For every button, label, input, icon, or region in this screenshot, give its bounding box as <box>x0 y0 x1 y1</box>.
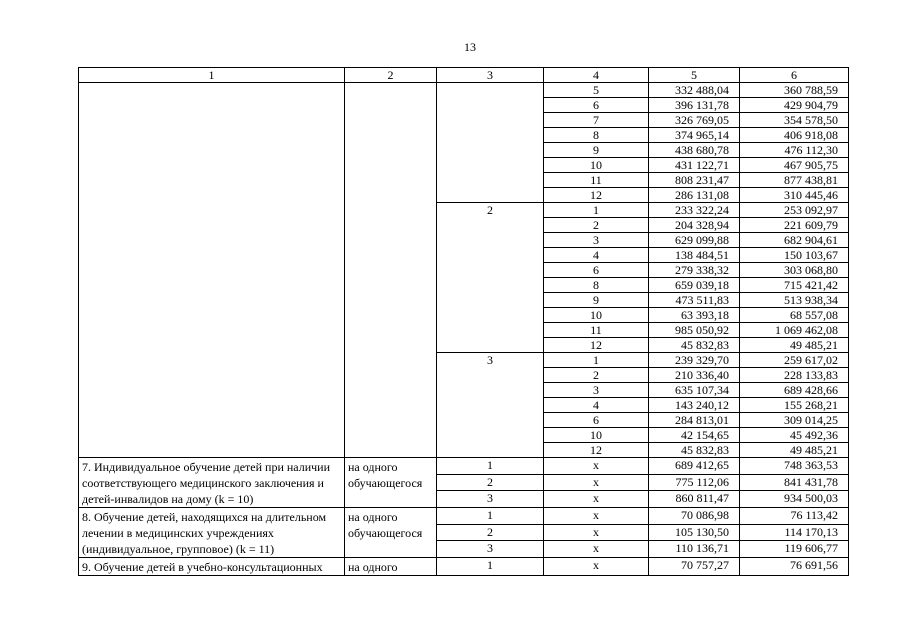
table-row <box>79 508 849 525</box>
value-cell: 155 268,21 <box>740 398 849 413</box>
value-cell: 303 068,80 <box>740 263 849 278</box>
service-name-cell: 8. Обучение детей, находящихся на длительном лечении в медицинских учреждениях (индивидуальное, групповое) (k = 11) <box>79 508 345 558</box>
category-cell: x <box>544 458 649 475</box>
level-cell: 2 <box>437 524 544 541</box>
value-cell: 76 113,42 <box>740 508 849 525</box>
category-cell: x <box>544 508 649 525</box>
unit-cell <box>345 83 437 458</box>
value-cell: 775 112,06 <box>649 474 740 491</box>
level-cell: 1 <box>437 508 544 525</box>
category-cell: 11 <box>544 323 649 338</box>
category-cell: 6 <box>544 263 649 278</box>
category-cell: 2 <box>544 218 649 233</box>
value-cell: 68 557,08 <box>740 308 849 323</box>
value-cell: 286 131,08 <box>649 188 740 203</box>
category-cell: 6 <box>544 413 649 428</box>
value-cell: 138 484,51 <box>649 248 740 263</box>
value-cell: 239 329,70 <box>649 353 740 368</box>
table-row <box>79 558 849 576</box>
column-header: 5 <box>649 68 740 83</box>
value-cell: 45 832,83 <box>649 443 740 458</box>
value-cell: 467 905,75 <box>740 158 849 173</box>
value-cell: 70 086,98 <box>649 508 740 525</box>
value-cell: 49 485,21 <box>740 338 849 353</box>
service-name-cell <box>79 83 345 458</box>
category-cell: 12 <box>544 338 649 353</box>
category-cell: 1 <box>544 203 649 218</box>
column-header: 6 <box>740 68 849 83</box>
value-cell: 476 112,30 <box>740 143 849 158</box>
service-name-cell: 7. Индивидуальное обучение детей при наличии соответствующего медицинского заключения и детей-инвалидов на дому (k = 10) <box>79 458 345 508</box>
column-header: 1 <box>79 68 345 83</box>
value-cell: 438 680,78 <box>649 143 740 158</box>
category-cell: x <box>544 558 649 576</box>
category-cell: 5 <box>544 83 649 98</box>
level-cell: 2 <box>437 474 544 491</box>
category-cell: x <box>544 541 649 558</box>
unit-cell: на одного <box>345 558 437 576</box>
category-cell: x <box>544 491 649 508</box>
value-cell: 143 240,12 <box>649 398 740 413</box>
value-cell: 119 606,77 <box>740 541 849 558</box>
value-cell: 259 617,02 <box>740 353 849 368</box>
value-cell: 70 757,27 <box>649 558 740 576</box>
value-cell: 45 492,36 <box>740 428 849 443</box>
value-cell: 748 363,53 <box>740 458 849 475</box>
category-cell: 2 <box>544 368 649 383</box>
level-cell: 3 <box>437 541 544 558</box>
value-cell: 808 231,47 <box>649 173 740 188</box>
category-cell: 6 <box>544 98 649 113</box>
value-cell: 473 511,83 <box>649 293 740 308</box>
value-cell: 49 485,21 <box>740 443 849 458</box>
value-cell: 659 039,18 <box>649 278 740 293</box>
value-cell: 309 014,25 <box>740 413 849 428</box>
value-cell: 284 813,01 <box>649 413 740 428</box>
category-cell: 10 <box>544 158 649 173</box>
value-cell: 877 438,81 <box>740 173 849 188</box>
level-cell <box>437 83 544 203</box>
service-name-cell: 9. Обучение детей в учебно-консультационных <box>79 558 345 576</box>
category-cell: 9 <box>544 143 649 158</box>
table-row <box>79 458 849 475</box>
category-cell: 8 <box>544 128 649 143</box>
value-cell: 406 918,08 <box>740 128 849 143</box>
category-cell: 11 <box>544 173 649 188</box>
value-cell: 326 769,05 <box>649 113 740 128</box>
value-cell: 431 122,71 <box>649 158 740 173</box>
level-cell: 2 <box>437 203 544 353</box>
value-cell: 279 338,32 <box>649 263 740 278</box>
value-cell: 233 322,24 <box>649 203 740 218</box>
value-cell: 42 154,65 <box>649 428 740 443</box>
value-cell: 332 488,04 <box>649 83 740 98</box>
column-header: 3 <box>437 68 544 83</box>
category-cell: 4 <box>544 248 649 263</box>
column-header: 4 <box>544 68 649 83</box>
value-cell: 374 965,14 <box>649 128 740 143</box>
value-cell: 105 130,50 <box>649 524 740 541</box>
value-cell: 221 609,79 <box>740 218 849 233</box>
value-cell: 110 136,71 <box>649 541 740 558</box>
value-cell: 841 431,78 <box>740 474 849 491</box>
category-cell: 9 <box>544 293 649 308</box>
value-cell: 985 050,92 <box>649 323 740 338</box>
value-cell: 396 131,78 <box>649 98 740 113</box>
value-cell: 682 904,61 <box>740 233 849 248</box>
page-number: 13 <box>464 40 476 54</box>
value-cell: 513 938,34 <box>740 293 849 308</box>
value-cell: 1 069 462,08 <box>740 323 849 338</box>
value-cell: 354 578,50 <box>740 113 849 128</box>
value-cell: 114 170,13 <box>740 524 849 541</box>
level-cell: 3 <box>437 491 544 508</box>
category-cell: 1 <box>544 353 649 368</box>
category-cell: 3 <box>544 233 649 248</box>
category-cell: 12 <box>544 443 649 458</box>
category-cell: 8 <box>544 278 649 293</box>
value-cell: 228 133,83 <box>740 368 849 383</box>
value-cell: 715 421,42 <box>740 278 849 293</box>
category-cell: 12 <box>544 188 649 203</box>
column-header: 2 <box>345 68 437 83</box>
category-cell: 7 <box>544 113 649 128</box>
value-cell: 45 832,83 <box>649 338 740 353</box>
unit-cell: на одного обучающегося <box>345 458 437 508</box>
value-cell: 210 336,40 <box>649 368 740 383</box>
level-cell: 3 <box>437 353 544 458</box>
value-cell: 253 092,97 <box>740 203 849 218</box>
category-cell: 3 <box>544 383 649 398</box>
category-cell: x <box>544 474 649 491</box>
value-cell: 860 811,47 <box>649 491 740 508</box>
value-cell: 635 107,34 <box>649 383 740 398</box>
header-row <box>79 68 849 83</box>
category-cell: 10 <box>544 308 649 323</box>
value-cell: 934 500,03 <box>740 491 849 508</box>
value-cell: 629 099,88 <box>649 233 740 248</box>
value-cell: 310 445,46 <box>740 188 849 203</box>
value-cell: 76 691,56 <box>740 558 849 576</box>
tariff-table <box>78 67 849 576</box>
value-cell: 63 393,18 <box>649 308 740 323</box>
value-cell: 204 328,94 <box>649 218 740 233</box>
value-cell: 360 788,59 <box>740 83 849 98</box>
unit-cell: на одного обучающегося <box>345 508 437 558</box>
value-cell: 689 428,66 <box>740 383 849 398</box>
category-cell: x <box>544 524 649 541</box>
value-cell: 689 412,65 <box>649 458 740 475</box>
value-cell: 429 904,79 <box>740 98 849 113</box>
value-cell: 150 103,67 <box>740 248 849 263</box>
level-cell: 1 <box>437 558 544 576</box>
category-cell: 10 <box>544 428 649 443</box>
table-row <box>79 83 849 98</box>
level-cell: 1 <box>437 458 544 475</box>
category-cell: 4 <box>544 398 649 413</box>
